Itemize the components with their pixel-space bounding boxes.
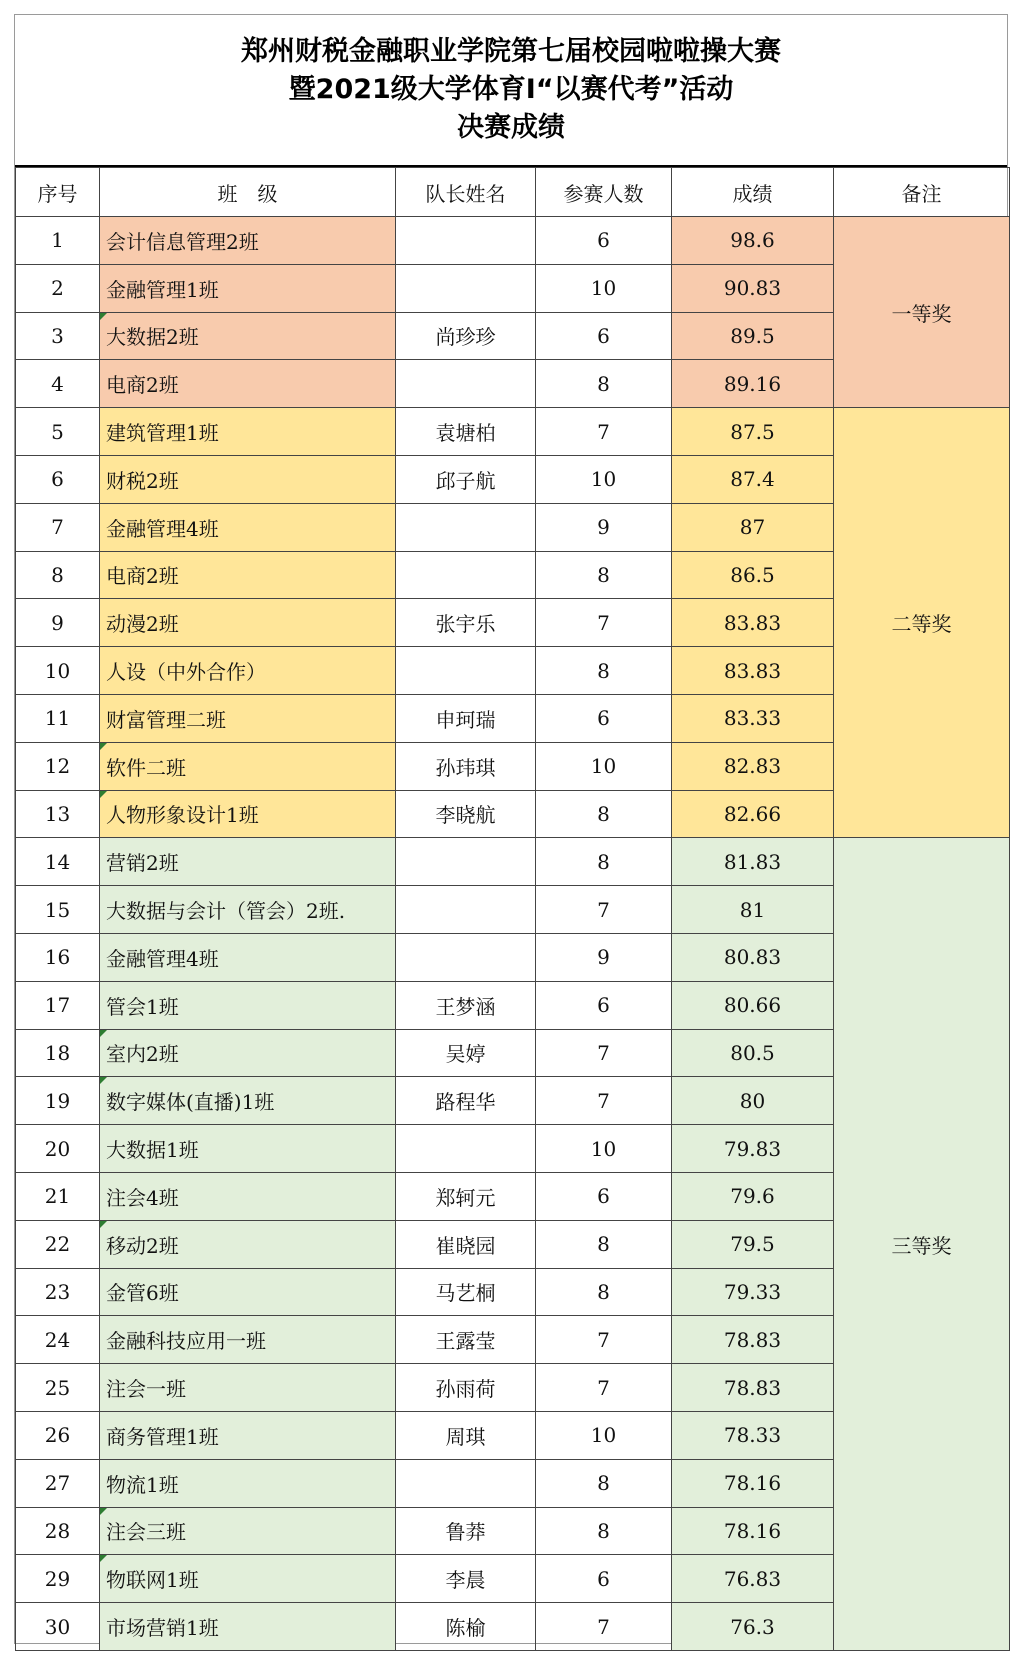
cell-class: 金融科技应用一班 bbox=[100, 1316, 396, 1364]
cell-class: 金融管理4班 bbox=[100, 933, 396, 981]
cell-count: 10 bbox=[536, 455, 672, 503]
results-sheet bbox=[14, 14, 1008, 1644]
cell-score: 78.16 bbox=[672, 1507, 834, 1555]
cell-count: 6 bbox=[536, 1172, 672, 1220]
cell-count: 9 bbox=[536, 503, 672, 551]
header-remark: 备注 bbox=[834, 168, 1010, 217]
cell-no: 3 bbox=[16, 312, 100, 360]
cell-captain bbox=[396, 886, 536, 934]
cell-score: 78.83 bbox=[672, 1316, 834, 1364]
cell-score: 79.33 bbox=[672, 1268, 834, 1316]
cell-no: 9 bbox=[16, 599, 100, 647]
cell-count: 6 bbox=[536, 981, 672, 1029]
cell-captain: 鲁莽 bbox=[396, 1507, 536, 1555]
header-score: 成绩 bbox=[672, 168, 834, 217]
cell-score: 89.5 bbox=[672, 312, 834, 360]
cell-captain: 张宇乐 bbox=[396, 599, 536, 647]
cell-captain: 袁塘柏 bbox=[396, 408, 536, 456]
cell-score: 83.83 bbox=[672, 599, 834, 647]
cell-no: 13 bbox=[16, 790, 100, 838]
cell-captain bbox=[396, 503, 536, 551]
cell-class: 金融管理4班 bbox=[100, 503, 396, 551]
header-row bbox=[16, 168, 1010, 217]
cell-count: 7 bbox=[536, 886, 672, 934]
cell-count: 7 bbox=[536, 1077, 672, 1125]
cell-score: 81 bbox=[672, 886, 834, 934]
cell-captain bbox=[396, 1125, 536, 1173]
cell-no: 11 bbox=[16, 694, 100, 742]
cell-no: 30 bbox=[16, 1603, 100, 1651]
header-class: 班 级 bbox=[100, 168, 396, 217]
cell-count: 8 bbox=[536, 360, 672, 408]
cell-captain: 王露莹 bbox=[396, 1316, 536, 1364]
cell-captain bbox=[396, 1459, 536, 1507]
cell-score: 76.3 bbox=[672, 1603, 834, 1651]
cell-captain bbox=[396, 217, 536, 265]
cell-no: 15 bbox=[16, 886, 100, 934]
cell-count: 8 bbox=[536, 1459, 672, 1507]
cell-score: 76.83 bbox=[672, 1555, 834, 1603]
cell-count: 8 bbox=[536, 647, 672, 695]
title-line-1: 郑州财税金融职业学院第七届校园啦啦操大赛 bbox=[241, 36, 781, 67]
table-row bbox=[16, 838, 1010, 886]
cell-captain: 邱子航 bbox=[396, 455, 536, 503]
cell-captain: 申珂瑞 bbox=[396, 694, 536, 742]
cell-captain bbox=[396, 551, 536, 599]
cell-score: 90.83 bbox=[672, 264, 834, 312]
cell-no: 17 bbox=[16, 981, 100, 1029]
cell-captain: 李晓航 bbox=[396, 790, 536, 838]
cell-no: 23 bbox=[16, 1268, 100, 1316]
cell-captain bbox=[396, 838, 536, 886]
cell-count: 8 bbox=[536, 551, 672, 599]
award-cell: 二等奖 bbox=[834, 408, 1010, 838]
cell-count: 10 bbox=[536, 742, 672, 790]
cell-count: 9 bbox=[536, 933, 672, 981]
cell-score: 87 bbox=[672, 503, 834, 551]
cell-class: 物联网1班 bbox=[100, 1555, 396, 1603]
cell-score: 78.83 bbox=[672, 1364, 834, 1412]
cell-captain: 崔晓园 bbox=[396, 1220, 536, 1268]
cell-captain: 马艺桐 bbox=[396, 1268, 536, 1316]
cell-score: 78.16 bbox=[672, 1459, 834, 1507]
cell-captain bbox=[396, 264, 536, 312]
cell-count: 6 bbox=[536, 312, 672, 360]
award-cell: 一等奖 bbox=[834, 217, 1010, 408]
cell-captain: 周琪 bbox=[396, 1411, 536, 1459]
cell-score: 83.33 bbox=[672, 694, 834, 742]
cell-class: 大数据2班 bbox=[100, 312, 396, 360]
cell-captain: 孙玮琪 bbox=[396, 742, 536, 790]
cell-captain: 吴婷 bbox=[396, 1029, 536, 1077]
cell-class: 移动2班 bbox=[100, 1220, 396, 1268]
cell-no: 2 bbox=[16, 264, 100, 312]
cell-class: 营销2班 bbox=[100, 838, 396, 886]
cell-score: 86.5 bbox=[672, 551, 834, 599]
cell-count: 8 bbox=[536, 1507, 672, 1555]
table-row bbox=[16, 217, 1010, 265]
cell-score: 80.5 bbox=[672, 1029, 834, 1077]
cell-class: 金融管理1班 bbox=[100, 264, 396, 312]
cell-no: 25 bbox=[16, 1364, 100, 1412]
cell-class: 数字媒体(直播)1班 bbox=[100, 1077, 396, 1125]
cell-score: 79.6 bbox=[672, 1172, 834, 1220]
cell-score: 83.83 bbox=[672, 647, 834, 695]
cell-class: 电商2班 bbox=[100, 551, 396, 599]
cell-no: 10 bbox=[16, 647, 100, 695]
cell-score: 81.83 bbox=[672, 838, 834, 886]
cell-no: 12 bbox=[16, 742, 100, 790]
cell-captain: 陈榆 bbox=[396, 1603, 536, 1651]
cell-class: 电商2班 bbox=[100, 360, 396, 408]
cell-class: 物流1班 bbox=[100, 1459, 396, 1507]
cell-count: 7 bbox=[536, 408, 672, 456]
cell-count: 7 bbox=[536, 1316, 672, 1364]
results-table bbox=[15, 167, 1010, 1651]
cell-class: 室内2班 bbox=[100, 1029, 396, 1077]
cell-captain bbox=[396, 933, 536, 981]
cell-count: 7 bbox=[536, 599, 672, 647]
cell-captain: 郑轲元 bbox=[396, 1172, 536, 1220]
cell-count: 8 bbox=[536, 1220, 672, 1268]
cell-no: 1 bbox=[16, 217, 100, 265]
cell-class: 大数据与会计（管会）2班. bbox=[100, 886, 396, 934]
cell-count: 10 bbox=[536, 264, 672, 312]
cell-no: 16 bbox=[16, 933, 100, 981]
cell-no: 6 bbox=[16, 455, 100, 503]
cell-no: 29 bbox=[16, 1555, 100, 1603]
cell-count: 7 bbox=[536, 1603, 672, 1651]
title-block bbox=[15, 15, 1007, 167]
cell-class: 软件二班 bbox=[100, 742, 396, 790]
cell-no: 27 bbox=[16, 1459, 100, 1507]
cell-no: 28 bbox=[16, 1507, 100, 1555]
cell-score: 80.83 bbox=[672, 933, 834, 981]
cell-captain: 孙雨荷 bbox=[396, 1364, 536, 1412]
cell-count: 8 bbox=[536, 790, 672, 838]
cell-count: 6 bbox=[536, 217, 672, 265]
results-body bbox=[16, 217, 1010, 1651]
cell-no: 24 bbox=[16, 1316, 100, 1364]
cell-count: 8 bbox=[536, 838, 672, 886]
cell-no: 26 bbox=[16, 1411, 100, 1459]
cell-score: 80 bbox=[672, 1077, 834, 1125]
cell-count: 7 bbox=[536, 1029, 672, 1077]
cell-class: 建筑管理1班 bbox=[100, 408, 396, 456]
cell-score: 80.66 bbox=[672, 981, 834, 1029]
cell-class: 金管6班 bbox=[100, 1268, 396, 1316]
header-count: 参赛人数 bbox=[536, 168, 672, 217]
cell-count: 10 bbox=[536, 1411, 672, 1459]
cell-class: 动漫2班 bbox=[100, 599, 396, 647]
cell-class: 管会1班 bbox=[100, 981, 396, 1029]
cell-class: 财富管理二班 bbox=[100, 694, 396, 742]
cell-score: 82.66 bbox=[672, 790, 834, 838]
cell-class: 大数据1班 bbox=[100, 1125, 396, 1173]
cell-score: 78.33 bbox=[672, 1411, 834, 1459]
cell-score: 79.5 bbox=[672, 1220, 834, 1268]
cell-captain: 王梦涵 bbox=[396, 981, 536, 1029]
cell-score: 82.83 bbox=[672, 742, 834, 790]
cell-count: 8 bbox=[536, 1268, 672, 1316]
cell-captain bbox=[396, 647, 536, 695]
cell-class: 注会一班 bbox=[100, 1364, 396, 1412]
cell-class: 注会4班 bbox=[100, 1172, 396, 1220]
cell-no: 8 bbox=[16, 551, 100, 599]
cell-class: 注会三班 bbox=[100, 1507, 396, 1555]
cell-score: 79.83 bbox=[672, 1125, 834, 1173]
cell-class: 商务管理1班 bbox=[100, 1411, 396, 1459]
cell-class: 财税2班 bbox=[100, 455, 396, 503]
table-row bbox=[16, 408, 1010, 456]
cell-score: 89.16 bbox=[672, 360, 834, 408]
cell-score: 98.6 bbox=[672, 217, 834, 265]
cell-count: 6 bbox=[536, 1555, 672, 1603]
cell-class: 市场营销1班 bbox=[100, 1603, 396, 1651]
cell-class: 会计信息管理2班 bbox=[100, 217, 396, 265]
cell-class: 人物形象设计1班 bbox=[100, 790, 396, 838]
cell-score: 87.5 bbox=[672, 408, 834, 456]
cell-no: 20 bbox=[16, 1125, 100, 1173]
award-cell: 三等奖 bbox=[834, 838, 1010, 1651]
cell-no: 21 bbox=[16, 1172, 100, 1220]
cell-no: 5 bbox=[16, 408, 100, 456]
cell-no: 22 bbox=[16, 1220, 100, 1268]
title-line-2: 暨2021级大学体育Ⅰ“以赛代考”活动 bbox=[288, 74, 734, 105]
cell-captain bbox=[396, 360, 536, 408]
cell-no: 7 bbox=[16, 503, 100, 551]
title-line-3: 决赛成绩 bbox=[457, 112, 565, 143]
cell-captain: 尚珍珍 bbox=[396, 312, 536, 360]
cell-count: 7 bbox=[536, 1364, 672, 1412]
cell-no: 14 bbox=[16, 838, 100, 886]
cell-class: 人设（中外合作） bbox=[100, 647, 396, 695]
cell-captain: 路程华 bbox=[396, 1077, 536, 1125]
cell-no: 19 bbox=[16, 1077, 100, 1125]
cell-no: 4 bbox=[16, 360, 100, 408]
cell-count: 10 bbox=[536, 1125, 672, 1173]
cell-captain: 李晨 bbox=[396, 1555, 536, 1603]
header-no: 序号 bbox=[16, 168, 100, 217]
header-captain: 队长姓名 bbox=[396, 168, 536, 217]
cell-score: 87.4 bbox=[672, 455, 834, 503]
cell-no: 18 bbox=[16, 1029, 100, 1077]
cell-count: 6 bbox=[536, 694, 672, 742]
